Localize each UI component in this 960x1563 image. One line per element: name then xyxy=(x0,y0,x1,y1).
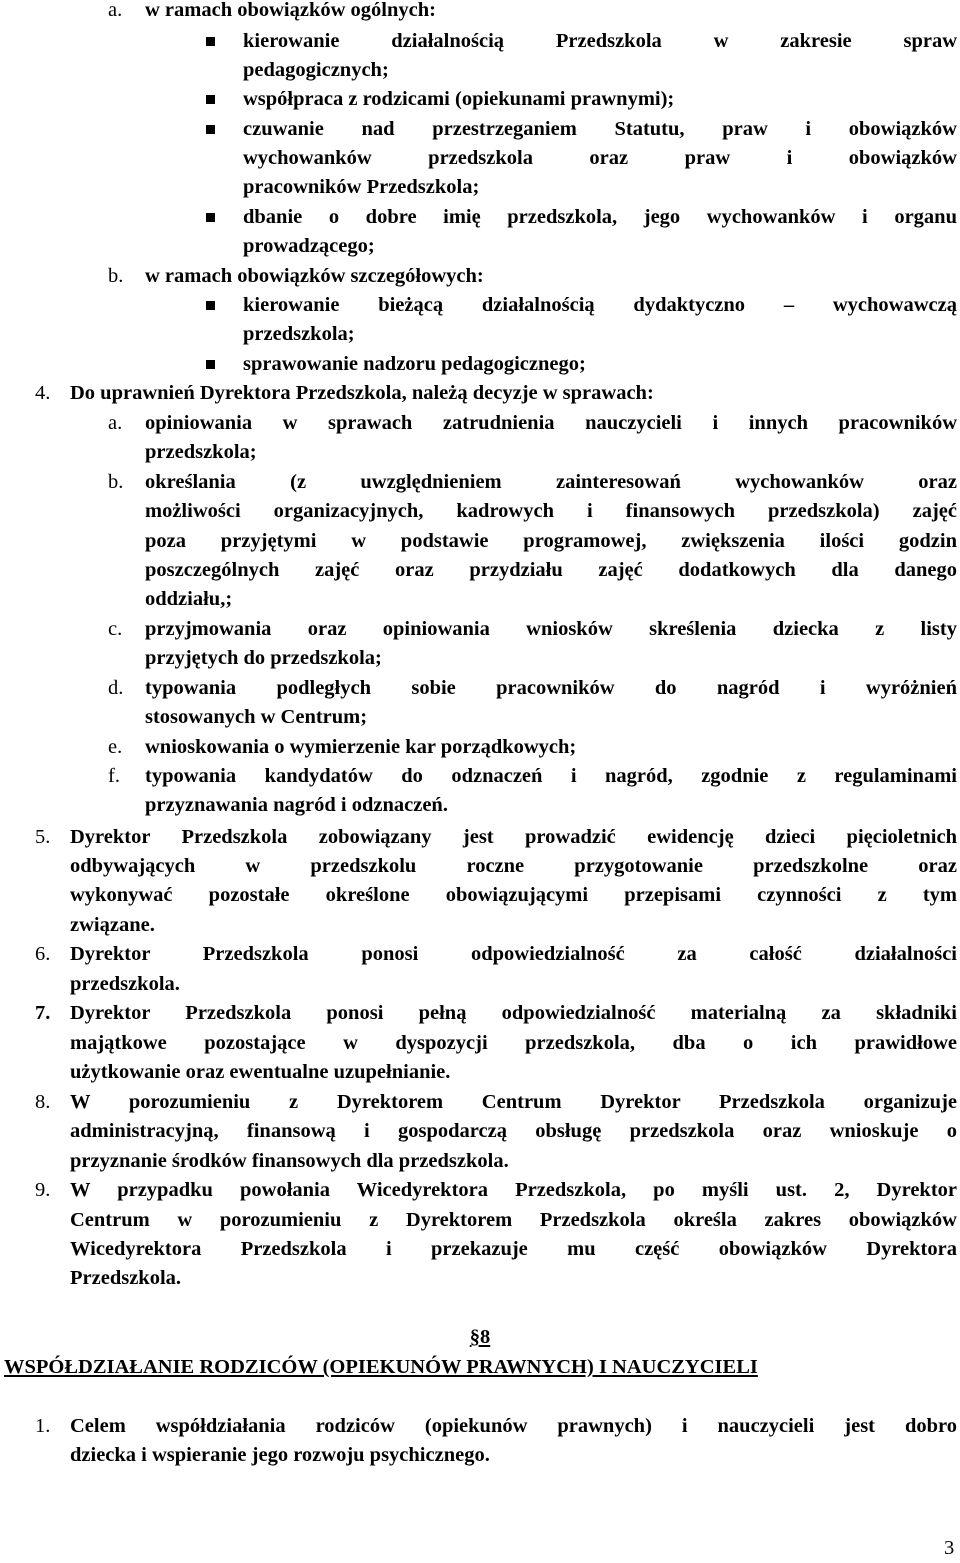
paragraph-line: W porozumieniu z Dyrektorem Centrum Dyrektor Przedszkola organizuje xyxy=(70,1091,957,1113)
section-number: §8 xyxy=(469,1326,491,1348)
paragraph-line: przyznanie środków finansowych dla przedszkola. xyxy=(70,1150,509,1172)
paragraph-number-7: 7. xyxy=(35,1002,51,1024)
bullet-square-icon xyxy=(206,213,215,222)
bullet-line: wychowanków przedszkola oraz praw i obowiązków xyxy=(243,147,957,169)
list-item-line: stosowanych w Centrum; xyxy=(145,706,368,728)
paragraph-line: Dyrektor Przedszkola ponosi odpowiedzialność za całość działalności xyxy=(70,943,957,965)
bullet-line: przedszkola; xyxy=(243,323,355,345)
subitem-a-heading: w ramach obowiązków ogólnych: xyxy=(145,0,436,21)
paragraph-number-5: 5. xyxy=(35,826,51,848)
paragraph-line: Przedszkola. xyxy=(70,1267,182,1289)
list-item-line: określania (z uwzględnieniem zainteresowań wychowanków oraz xyxy=(145,471,957,493)
paragraph-number-9: 9. xyxy=(35,1179,51,1201)
paragraph-number-8: 8. xyxy=(35,1091,51,1113)
bullet-line: współpraca z rodzicami (opiekunami prawnymi); xyxy=(243,88,675,110)
list-marker: a. xyxy=(108,412,123,434)
list-item-line: typowania podległych sobie pracowników do nagród i wyróżnień xyxy=(145,677,957,699)
bullet-square-icon xyxy=(206,37,215,46)
subitem-b-heading: w ramach obowiązków szczegółowych: xyxy=(145,265,484,287)
list-item-line: opiniowania w sprawach zatrudnienia nauczycieli i innych pracowników xyxy=(145,412,957,434)
paragraph-line: dziecka i wspieranie jego rozwoju psychicznego. xyxy=(70,1444,490,1466)
bullet-line: pedagogicznych; xyxy=(243,59,389,81)
paragraph-line: administracyjną, finansową i gospodarczą obsługę przedszkola oraz wnioskuje o xyxy=(70,1120,957,1142)
list-marker: d. xyxy=(108,677,124,699)
list-item-line: typowania kandydatów do odznaczeń i nagród, zgodnie z regulaminami xyxy=(145,765,957,787)
bullet-square-icon xyxy=(206,360,215,369)
paragraph-line: Centrum w porozumieniu z Dyrektorem Przedszkola określa zakres obowiązków xyxy=(70,1209,957,1231)
bullet-line: sprawowanie nadzoru pedagogicznego; xyxy=(243,353,586,375)
paragraph-line: majątkowe pozostające w dyspozycji przedszkola, dba o ich prawidłowe xyxy=(70,1032,957,1054)
bullet-square-icon xyxy=(206,95,215,104)
paragraph-line: Dyrektor Przedszkola ponosi pełną odpowiedzialność materialną za składniki xyxy=(70,1002,957,1024)
list-item-line: przedszkola; xyxy=(145,441,257,463)
list-item-line: oddziału,; xyxy=(145,588,233,610)
bullet-line: czuwanie nad przestrzeganiem Statutu, praw i obowiązków xyxy=(243,118,957,140)
paragraph-line: Wicedyrektora Przedszkola i przekazuje mu część obowiązków Dyrektora xyxy=(70,1238,957,1260)
list-marker: b. xyxy=(108,471,124,493)
paragraph-line: W przypadku powołania Wicedyrektora Przedszkola, po myśli ust. 2, Dyrektor xyxy=(70,1179,957,1201)
section-title: WSPÓŁDZIAŁANIE RODZICÓW (OPIEKUNÓW PRAWNYCH) I NAUCZYCIELI xyxy=(4,1356,758,1378)
bullet-line: kierowanie działalnością Przedszkola w zakresie spraw xyxy=(243,30,957,52)
list-item-line: wnioskowania o wymierzenie kar porządkowych; xyxy=(145,736,577,758)
list-item-line: przyznawania nagród i odznaczeń. xyxy=(145,794,448,816)
paragraph-line: Dyrektor Przedszkola zobowiązany jest prowadzić ewidencję dzieci pięcioletnich xyxy=(70,826,957,848)
paragraph-line: odbywających w przedszkolu roczne przygotowanie przedszkolne oraz xyxy=(70,855,957,877)
list-marker-a: a. xyxy=(108,0,123,21)
paragraph-number-6: 6. xyxy=(35,943,51,965)
paragraph-line: związane. xyxy=(70,914,155,936)
list-item-line: przyjętych do przedszkola; xyxy=(145,647,382,669)
list-item-line: przyjmowania oraz opiniowania wniosków skreślenia dziecka z listy xyxy=(145,618,957,640)
bullet-line: prowadzącego; xyxy=(243,235,375,257)
paragraph-4-heading: Do uprawnień Dyrektora Przedszkola, należą decyzje w sprawach: xyxy=(70,382,654,404)
bullet-line: dbanie o dobre imię przedszkola, jego wychowanków i organu xyxy=(243,206,957,228)
paragraph-number-4: 4. xyxy=(35,382,51,404)
list-marker: c. xyxy=(108,618,123,640)
paragraph-line: Celem współdziałania rodziców (opiekunów prawnych) i nauczycieli jest dobro xyxy=(70,1415,957,1437)
list-item-line: poszczególnych zajęć oraz przydziału zajęć dodatkowych dla danego xyxy=(145,559,957,581)
paragraph-line: wykonywać pozostałe określone obowiązującymi przepisami czynności z tym xyxy=(70,884,957,906)
paragraph-number-1: 1. xyxy=(35,1415,51,1437)
page-number: 3 xyxy=(944,1537,955,1559)
list-item-line: poza przyjętymi w podstawie programowej, zwiększenia ilości godzin xyxy=(145,530,957,552)
list-marker: e. xyxy=(108,736,123,758)
bullet-square-icon xyxy=(206,301,215,310)
bullet-square-icon xyxy=(206,125,215,134)
list-marker: f. xyxy=(108,765,120,787)
bullet-line: pracowników Przedszkola; xyxy=(243,176,480,198)
paragraph-line: użytkowanie oraz ewentualne uzupełnianie. xyxy=(70,1061,451,1083)
bullet-line: kierowanie bieżącą działalnością dydaktyczno – wychowawczą xyxy=(243,294,957,316)
list-marker-b: b. xyxy=(108,265,124,287)
list-item-line: możliwości organizacyjnych, kadrowych i finansowych przedszkola) zajęć xyxy=(145,500,957,522)
paragraph-line: przedszkola. xyxy=(70,973,180,995)
